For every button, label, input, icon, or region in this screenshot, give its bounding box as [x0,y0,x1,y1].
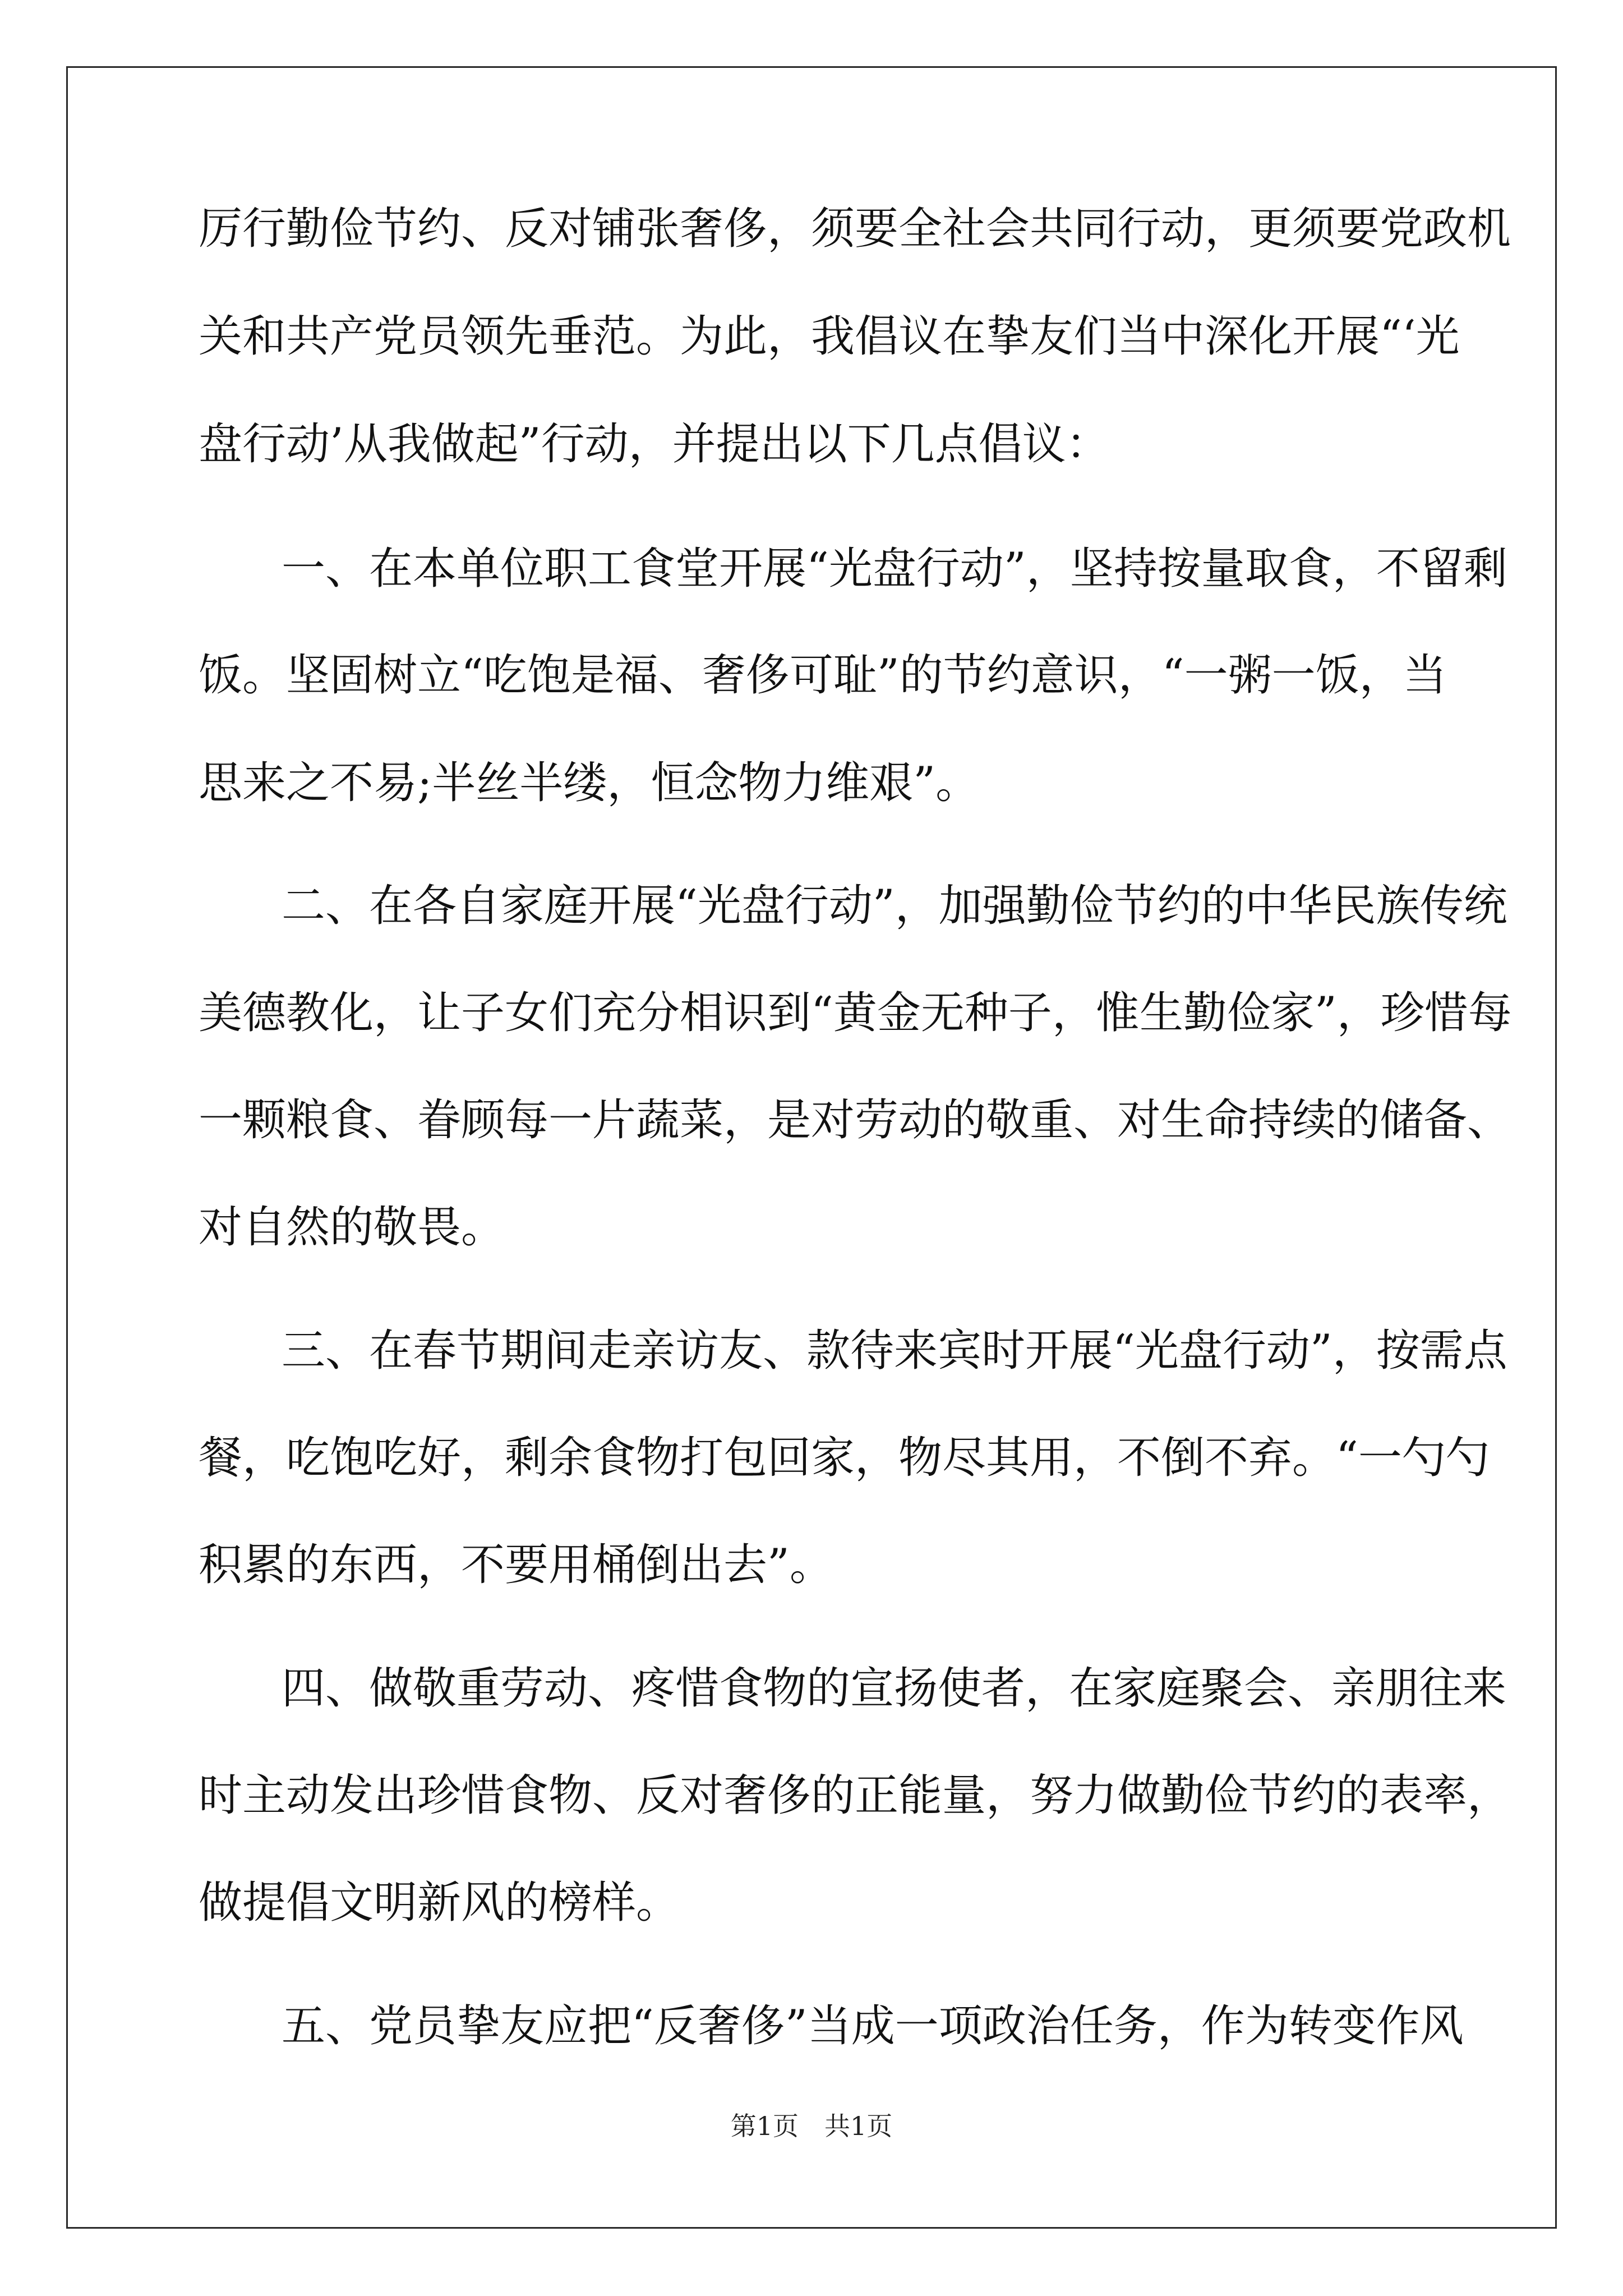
text-line: 关和共产党员领先垂范。为此，我倡议在挚友们当中深化开展“‘光 [199,311,1460,362]
text-line: 四、做敬重劳动、疼惜食物的宣扬使者，在家庭聚会、亲朋往来 [282,1663,1507,1714]
text-line: 饭。坚固树立“吃饱是福、奢侈可耻”的节约意识，“一粥一饭，当 [199,650,1447,701]
text-line: 盘行动’从我做起”行动，并提出以下几点倡议： [199,419,1110,470]
text-line: 餐，吃饱吃好，剩余食物打包回家，物尽其用，不倒不弃。“一勺勺 [199,1433,1490,1483]
page-number-footer: 第1页 共1页 [730,2111,893,2141]
text-line: 思来之不易;半丝半缕，恒念物力维艰”。 [199,758,980,808]
text-line: 美德教化，让子女们充分相识到“黄金无种子，惟生勤俭家”，珍惜每 [199,988,1512,1038]
text-line: 时主动发出珍惜食物、反对奢侈的正能量，努力做勤俭节约的表率， [199,1770,1511,1821]
text-line: 二、在各自家庭开展“光盘行动”，加强勤俭节约的中华民族传统 [282,881,1507,931]
text-line: 做提倡文明新风的榜样。 [199,1878,680,1928]
text-line: 一颗粮食、眷顾每一片蔬菜，是对劳动的敬重、对生命持续的储备、 [199,1095,1511,1145]
text-line: 厉行勤俭节约、反对铺张奢侈，须要全社会共同行动，更须要党政机 [199,204,1511,254]
text-line: 积累的东西，不要用桶倒出去”。 [199,1540,833,1590]
text-line: 一、在本单位职工食堂开展“光盘行动”，坚持按量取食，不留剩 [282,544,1507,594]
text-line: 三、在春节期间走亲访友、款待来宾时开展“光盘行动”，按需点 [282,1326,1507,1376]
text-line: 五、党员挚友应把“反奢侈”当成一项政治任务，作为转变作风 [282,2001,1464,2051]
text-line: 对自然的敬畏。 [199,1202,505,1253]
